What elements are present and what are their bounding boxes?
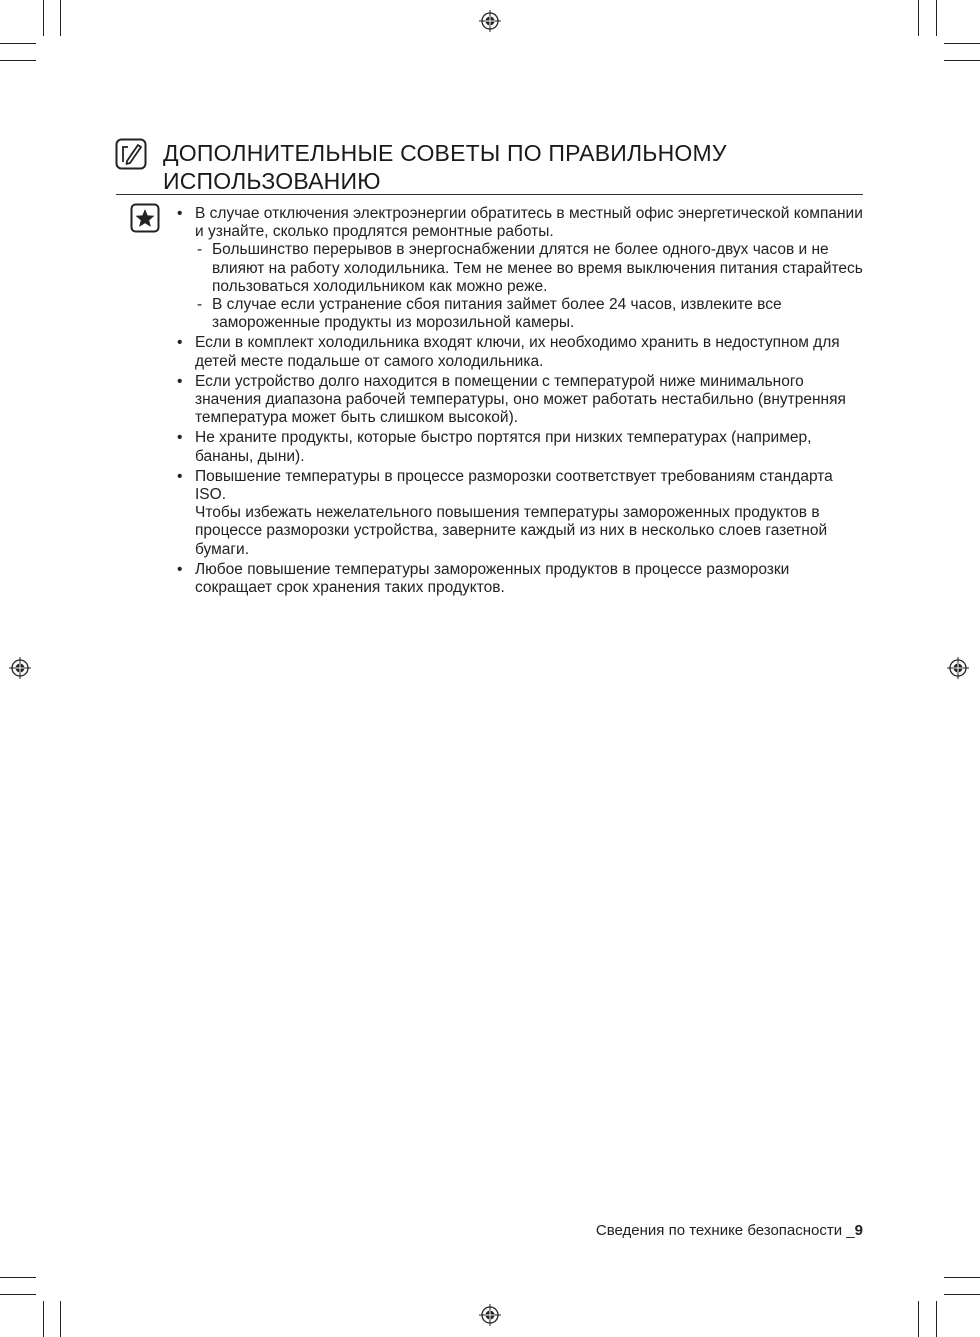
bullet: •: [177, 467, 183, 485]
tips-list: [175, 205, 865, 599]
title-divider: [116, 194, 863, 195]
list-item-extra-text: Чтобы избежать нежелательного повышения температуры замороженных продуктов в процессе разморозки устройства, заверните каждый из них в несколько слоев газетной бумаги.: [195, 504, 828, 558]
page-footer: [596, 1222, 863, 1239]
crop-mark: [936, 1301, 937, 1337]
list-item-text: Повышение температуры в процессе разморозки соответствует требованиям стандарта ISO.: [195, 467, 833, 504]
list-item-text: Если устройство долго находится в помещении с температурой ниже минимального значения диапазона рабочей температуры, оно может работать нестабильно (внутренняя температура может быть слишком высокой).: [195, 372, 846, 427]
bullet: •: [177, 560, 183, 578]
star-icon: [130, 203, 160, 233]
registration-mark-icon: [479, 1304, 501, 1326]
note-pencil-icon: [115, 138, 147, 170]
crop-mark: [918, 0, 919, 36]
sub-list-item: [195, 241, 865, 296]
crop-mark: [944, 60, 980, 61]
list-item-text: Любое повышение температуры замороженных продуктов в процессе разморозки сокращает срок хранения таких продуктов.: [195, 560, 790, 597]
sub-list-item-text: Большинство перерывов в энергоснабжении длятся не более одного-двух часов и не влияют на работу холодильника. Тем не менее во время выключения питания старайтесь пользоваться холодильником как можно реже.: [212, 241, 863, 295]
bullet: •: [177, 205, 183, 222]
crop-mark: [60, 1301, 61, 1337]
registration-mark-icon: [947, 657, 969, 679]
page-title: [163, 139, 863, 195]
crop-mark: [0, 1277, 36, 1278]
crop-mark: [43, 1301, 44, 1337]
title-line-1: ДОПОЛНИТЕЛЬНЫЕ СОВЕТЫ ПО ПРАВИЛЬНОМУ: [163, 140, 727, 166]
crop-mark: [43, 0, 44, 36]
list-item: [175, 205, 865, 332]
page-number: 9: [854, 1222, 863, 1239]
list-item: [175, 373, 865, 428]
footer-section-title: Сведения по технике безопасности _: [595, 1222, 855, 1239]
registration-mark-icon: [479, 10, 501, 32]
crop-mark: [60, 0, 61, 36]
list-item: [175, 561, 865, 597]
list-item: [175, 468, 865, 559]
sub-list-item: [195, 296, 865, 332]
bullet: •: [177, 429, 183, 447]
list-item-text: В случае отключения электроэнергии обратитесь в местный офис энергетической компании и узнайте, сколько продлятся ремонтные работы.: [195, 205, 863, 241]
title-line-2: ИСПОЛЬЗОВАНИЮ: [163, 168, 381, 194]
crop-mark: [944, 1294, 980, 1295]
crop-mark: [944, 1277, 980, 1278]
registration-mark-icon: [9, 657, 31, 679]
crop-mark: [918, 1301, 919, 1337]
list-item-text: Не храните продукты, которые быстро портятся при низких температурах (например, бананы, дыни).: [195, 429, 812, 465]
dash: -: [197, 241, 203, 259]
crop-mark: [0, 60, 36, 61]
bullet: •: [177, 372, 183, 390]
crop-mark: [936, 0, 937, 36]
list-item: [175, 429, 865, 465]
list-item-text: Если в комплект холодильника входят ключи, их необходимо хранить в недоступном для детей месте подальше от самого холодильника.: [195, 334, 840, 370]
crop-mark: [944, 43, 980, 44]
crop-mark: [0, 1294, 36, 1295]
dash: -: [197, 296, 203, 314]
bullet: •: [177, 334, 183, 352]
crop-mark: [0, 43, 36, 44]
list-item: [175, 334, 865, 370]
sub-list-item-text: В случае если устранение сбоя питания займет более 24 часов, извлеките все замороженные продукты из морозильной камеры.: [212, 296, 782, 332]
